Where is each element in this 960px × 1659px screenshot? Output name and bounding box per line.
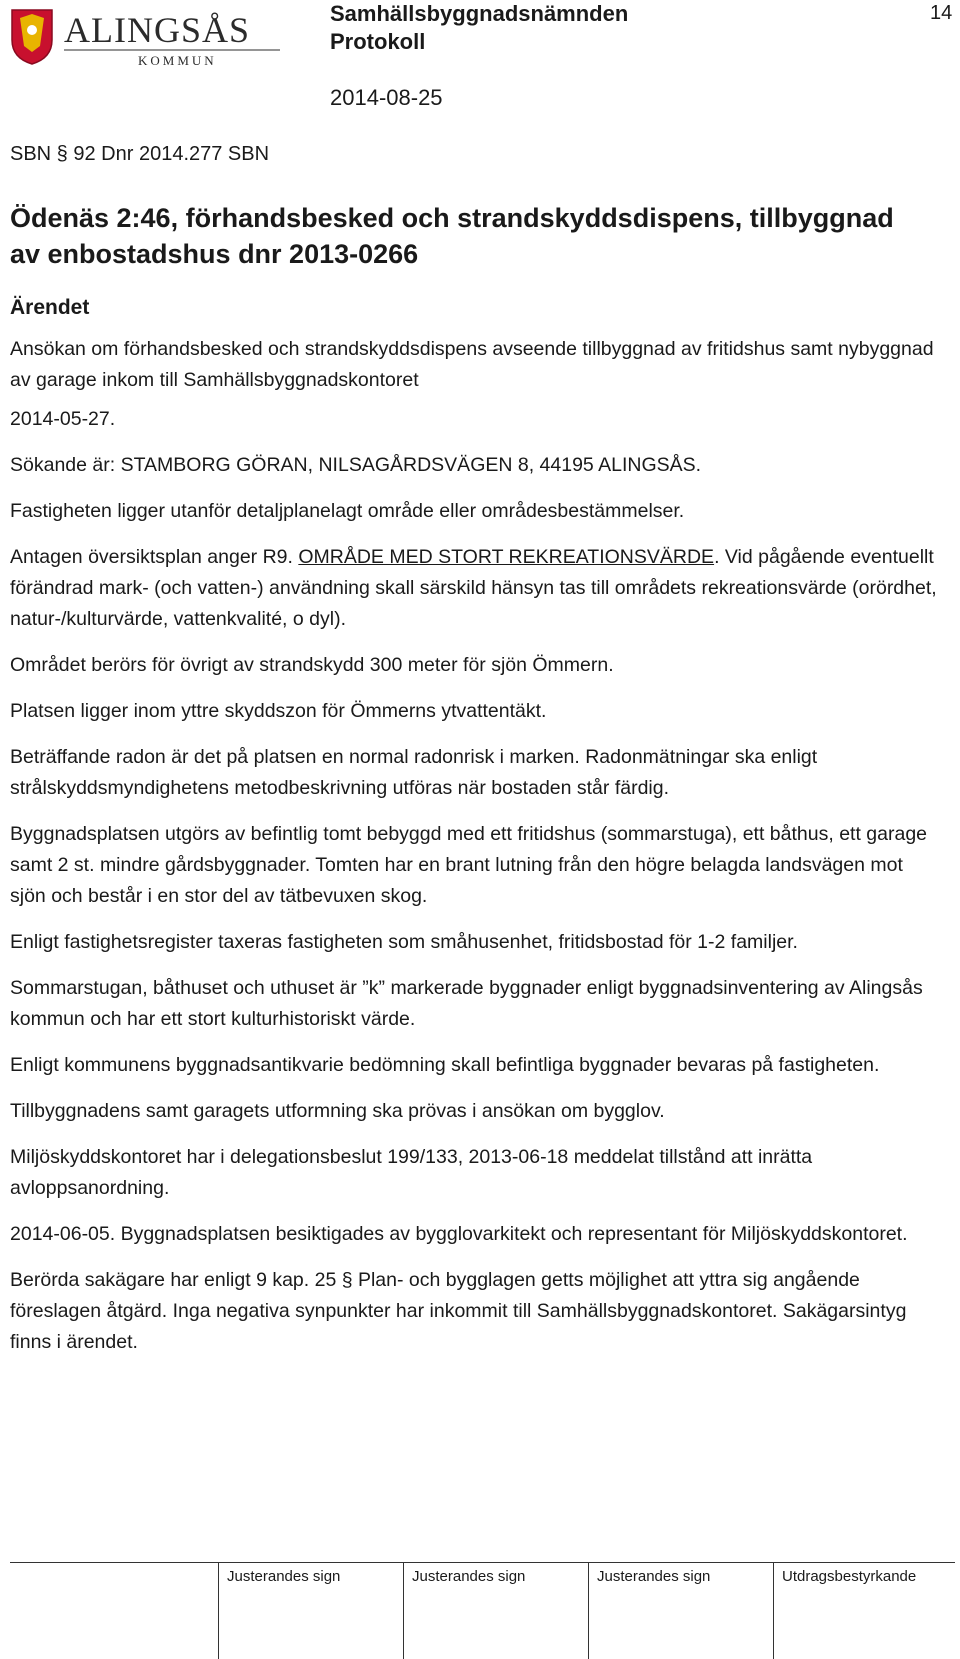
paragraph-text: . Vid pågående eventuellt förändrad mark- (och vatten-) användning skall särskild hänsyn tas till områdets rekreationsvärde (orördhet, natur-/kulturvärde, vattenkvalité, o dyl). bbox=[10, 546, 937, 630]
page-number: 14 bbox=[930, 2, 953, 24]
paragraph: Sökande är: STAMBORG GÖRAN, NILSAGÅRDSVÄGEN 8, 44195 ALINGSÅS. bbox=[10, 454, 702, 476]
case-body bbox=[10, 334, 940, 1358]
signature-box-2-label: Justerandes sign bbox=[412, 1568, 526, 1585]
signature-divider bbox=[773, 1562, 774, 1659]
paragraph: Byggnadsplatsen utgörs av befintlig tomt bebyggd med ett fritidshus (sommarstuga), ett båthus, ett garage samt 2 st. mindre gårdsbyggnader. Tomten har en brant lutning från den högre belagda landsvägen mot sjön och består i en stor del av tätbevuxen skog. bbox=[10, 823, 928, 907]
case-reference: SBN § 92 Dnr 2014.277 SBN bbox=[10, 143, 270, 165]
paragraph: Området berörs för övrigt av strandskydd 300 meter för sjön Ömmern. bbox=[10, 654, 614, 676]
paragraph-text: Antagen översiktsplan anger R9. bbox=[10, 546, 299, 568]
municipality-logo bbox=[10, 6, 300, 68]
coat-of-arms-icon bbox=[10, 6, 300, 68]
signature-divider bbox=[218, 1562, 219, 1659]
paragraph: Berörda sakägare har enligt 9 kap. 25 § Plan- och bygglagen getts möjlighet att yttra sig angående föreslagen åtgärd. Inga negativa synpunkter har inkommit till Samhällsbyggnadskontoret. Sakägarsintyg finns i ärendet. bbox=[10, 1269, 907, 1353]
paragraph: Enligt kommunens byggnadsantikvarie bedömning skall befintliga byggnader bevaras på fastigheten. bbox=[10, 1054, 880, 1076]
signature-box-1-label: Justerandes sign bbox=[227, 1568, 341, 1585]
paragraph: Tillbyggnadens samt garagets utformning ska prövas i ansökan om bygglov. bbox=[10, 1100, 665, 1122]
certification-box-label: Utdragsbestyrkande bbox=[782, 1568, 917, 1585]
section-heading: Ärendet bbox=[10, 296, 90, 319]
paragraph: Platsen ligger inom yttre skyddszon för Ömmerns ytvattentäkt. bbox=[10, 700, 547, 722]
signature-divider bbox=[403, 1562, 404, 1659]
paragraph: Ansökan om förhandsbesked och strandskyddsdispens avseende tillbyggnad av fritidshus samt nybyggnad av garage inkom till Samhällsbyggnadskontoret bbox=[10, 338, 934, 391]
paragraph: Fastigheten ligger utanför detaljplanelagt område eller områdesbestämmelser. bbox=[10, 500, 685, 522]
paragraph: 2014-05-27. bbox=[10, 408, 116, 430]
logo-subtext: KOMMUN bbox=[138, 53, 217, 68]
paragraph: Beträffande radon är det på platsen en normal radonrisk i marken. Radonmätningar ska enligt strålskyddsmyndighetens metodbeskrivning utföras när bostaden står färdig. bbox=[10, 746, 818, 799]
signature-divider bbox=[588, 1562, 589, 1659]
paragraph: Miljöskyddskontoret har i delegationsbeslut 199/133, 2013-06-18 meddelat tillstånd att inrätta avloppsanordning. bbox=[10, 1146, 813, 1199]
logo-text: ALINGSÅS bbox=[64, 10, 251, 50]
meeting-date: 2014-08-25 bbox=[330, 85, 443, 110]
rekreation-link[interactable]: OMRÅDE MED STORT REKREATIONSVÄRDE bbox=[298, 546, 715, 568]
paragraph: 2014-06-05. Byggnadsplatsen besiktigades av bygglovarkitekt och representant för Miljöskyddskontoret. bbox=[10, 1223, 908, 1245]
paragraph: Sommarstugan, båthuset och uthuset är ”k” markerade byggnader enligt byggnadsinventering av Alingsås kommun och har ett stort kulturhistoriskt värde. bbox=[10, 977, 923, 1030]
paragraph: Enligt fastighetsregister taxeras fastigheten som småhusenhet, fritidsbostad för 1-2 familjer. bbox=[10, 931, 798, 953]
document-type: Protokoll bbox=[330, 29, 426, 54]
footer-divider bbox=[10, 1562, 955, 1563]
organization-name: Samhällsbyggnadsnämnden bbox=[330, 1, 629, 26]
signature-box-3-label: Justerandes sign bbox=[597, 1568, 711, 1585]
case-title: Ödenäs 2:46, förhandsbesked och strandskyddsdispens, tillbyggnad av enbostadshus dnr 2013-0266 bbox=[10, 203, 894, 269]
paragraph bbox=[10, 542, 940, 635]
